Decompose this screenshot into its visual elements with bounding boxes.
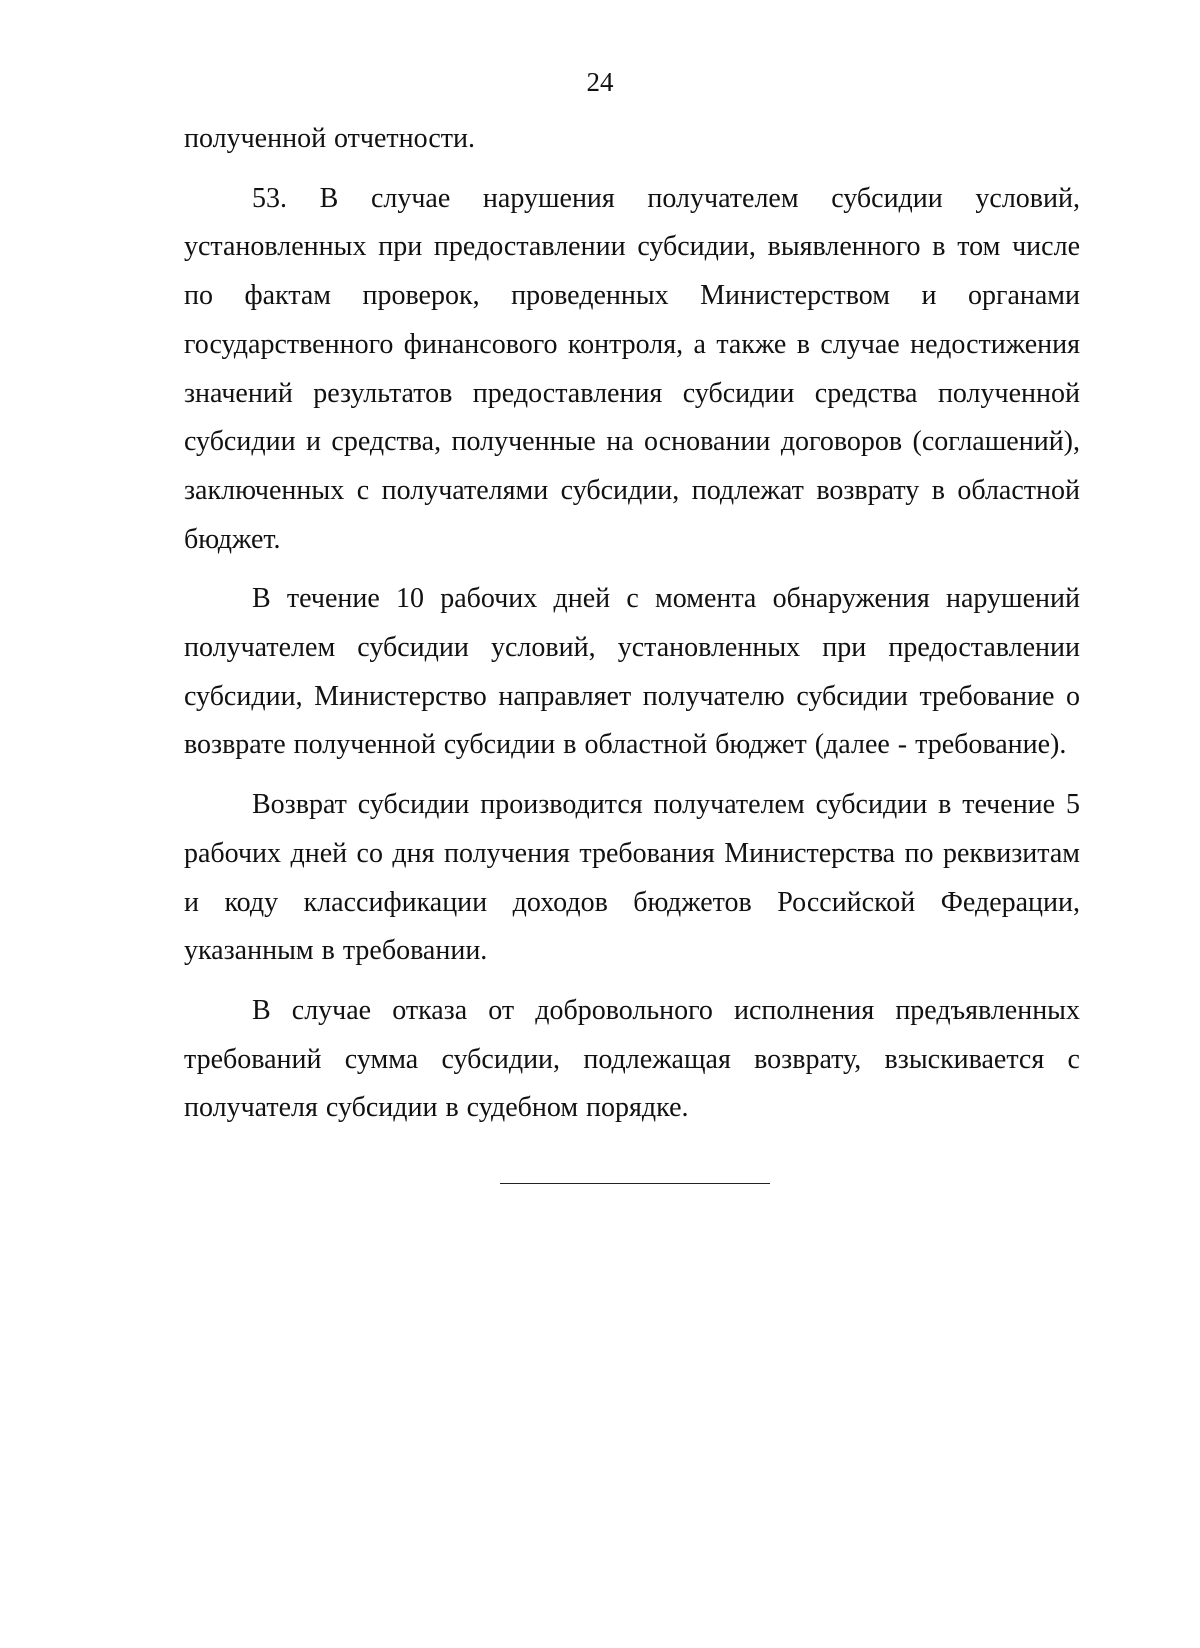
paragraph-clause-53: 53. В случае нарушения получателем субсидии условий, установленных при предоставлении субсидии, выявленного в том числе по фактам проверок, проведенных Министерством и органами государственного финансового контроля, а также в случае недостижения значений результатов предоставления субсидии средства полученной субсидии и средства, полученные на основании договоров (соглашений), заключенных с получателями субсидии, подлежат возврату в областной бюджет. <box>184 182 1080 555</box>
paragraph-return-demand: В течение 10 рабочих дней с момента обнаружения нарушений получателем субсидии условий, установленных при предоставлении субсидии, Министерство направляет получателю субсидии требование о возврате полученной субсидии в областной бюджет (далее - требование). <box>184 583 1080 761</box>
page-number: 24 <box>586 67 614 97</box>
paragraph-continuation: полученной отчетности. <box>184 123 475 154</box>
document-body <box>184 115 1080 1133</box>
paragraph-return-procedure: Возврат субсидии производится получателем субсидии в течение 5 рабочих дней со дня получения требования Министерства по реквизитам и коду классификации доходов бюджетов Российской Федерации, указанным в требовании. <box>184 789 1080 967</box>
closing-rule <box>500 1183 770 1184</box>
paragraph-court-recovery: В случае отказа от добровольного исполнения предъявленных требований сумма субсидии, подлежащая возврату, взыскивается с получателя субсидии в судебном порядке. <box>184 994 1080 1124</box>
